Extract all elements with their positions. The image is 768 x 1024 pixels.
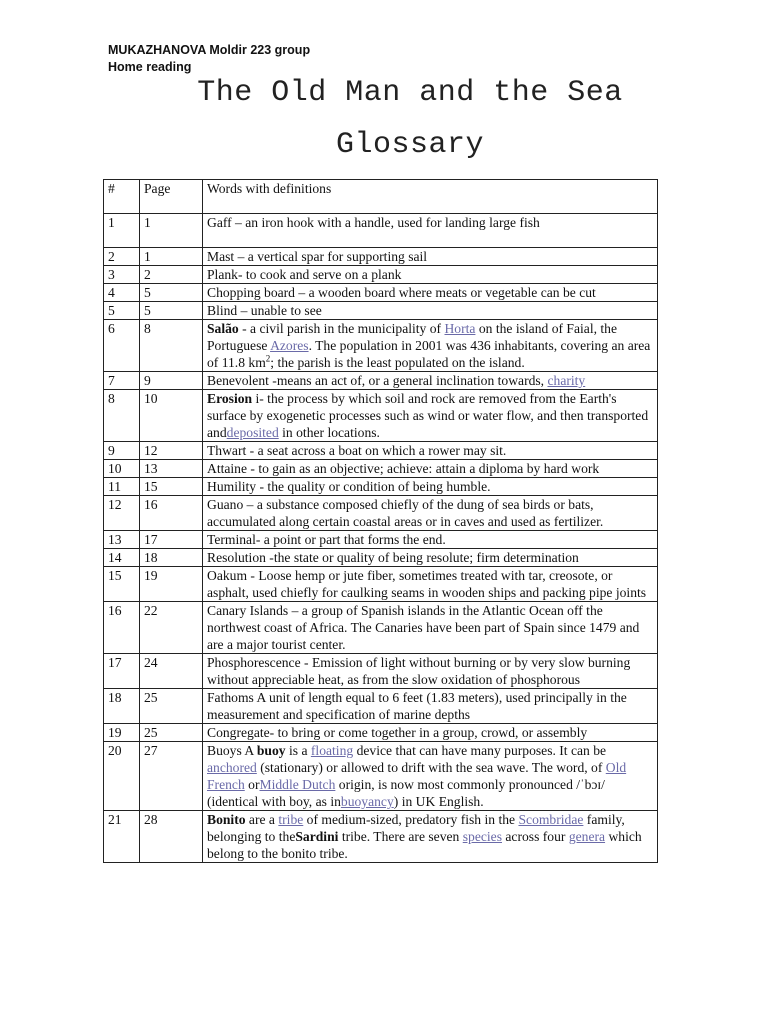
row-page: 15 <box>140 478 203 496</box>
definition-text: Terminal- a point or part that forms the end. <box>207 532 446 547</box>
row-definition <box>203 742 658 811</box>
hyperlink[interactable]: Azores <box>270 338 309 353</box>
document-title: The Old Man and the Sea <box>197 76 623 110</box>
column-header-page: Page <box>140 180 203 214</box>
table-row <box>104 811 658 863</box>
definition-text: i- the process by which soil and rock are removed from the Earth's surface by exogenetic processes such as wind or water flow, and then transported and <box>207 391 649 440</box>
row-definition <box>203 689 658 724</box>
row-definition <box>203 724 658 742</box>
hyperlink[interactable]: species <box>462 829 502 844</box>
definition-text: Gaff – an iron hook with a handle, used for landing large fish <box>207 215 540 230</box>
table-row <box>104 742 658 811</box>
column-header-number: # <box>104 180 140 214</box>
row-page: 19 <box>140 567 203 602</box>
table-row <box>104 284 658 302</box>
table-body <box>104 214 658 863</box>
table-row <box>104 654 658 689</box>
row-number: 4 <box>104 284 140 302</box>
definition-text: Mast – a vertical spar for supporting sail <box>207 249 428 264</box>
row-definition <box>203 460 658 478</box>
row-page: 2 <box>140 266 203 284</box>
row-page: 25 <box>140 724 203 742</box>
hyperlink[interactable]: anchored <box>207 760 257 775</box>
row-number: 15 <box>104 567 140 602</box>
definition-text: Thwart - a seat across a boat on which a rower may sit. <box>207 443 507 458</box>
hyperlink[interactable]: buoyancy <box>340 794 394 809</box>
row-definition <box>203 214 658 248</box>
row-number: 7 <box>104 372 140 390</box>
table-row <box>104 496 658 531</box>
row-number: 14 <box>104 549 140 567</box>
row-number: 1 <box>104 214 140 248</box>
definition-text: . The population in 2001 was 436 inhabitants, covering an area of 11.8 km <box>207 338 651 370</box>
row-definition <box>203 811 658 863</box>
row-page: 24 <box>140 654 203 689</box>
bold-term: Salão <box>207 321 239 336</box>
row-number: 12 <box>104 496 140 531</box>
definition-text: Plank- to cook and serve on a plank <box>207 267 402 282</box>
row-page: 9 <box>140 372 203 390</box>
row-definition <box>203 602 658 654</box>
row-definition <box>203 496 658 531</box>
table-row <box>104 478 658 496</box>
row-definition <box>203 266 658 284</box>
hyperlink[interactable]: Middle Dutch <box>259 777 336 792</box>
definition-text: Congregate- to bring or come together in a group, crowd, or assembly <box>207 725 588 740</box>
row-number: 8 <box>104 390 140 442</box>
definition-text: Canary Islands – a group of Spanish islands in the Atlantic Ocean off the northwest coast of Africa. The Canaries have been part of Spain since 1479 and are a major tourist center. <box>207 603 640 652</box>
row-number: 10 <box>104 460 140 478</box>
row-page: 1 <box>140 248 203 266</box>
row-page: 10 <box>140 390 203 442</box>
definition-text: family, belonging to the <box>207 812 625 844</box>
hyperlink[interactable]: Old French <box>207 760 627 792</box>
table-row <box>104 602 658 654</box>
author-line: MUKAZHANOVA Moldir 223 group <box>108 43 311 57</box>
row-page: 18 <box>140 549 203 567</box>
column-header-definition: Words with definitions <box>203 180 658 214</box>
definition-text: ; the parish is the least populated on the island. <box>270 355 525 370</box>
row-page: 12 <box>140 442 203 460</box>
table-row <box>104 302 658 320</box>
hyperlink[interactable]: Horta <box>444 321 476 336</box>
definition-text: Attaine - to gain as an objective; achieve: attain a diploma by hard work <box>207 461 600 476</box>
row-number: 11 <box>104 478 140 496</box>
row-page: 22 <box>140 602 203 654</box>
row-definition <box>203 284 658 302</box>
table-row <box>104 372 658 390</box>
table-row <box>104 689 658 724</box>
row-number: 3 <box>104 266 140 284</box>
row-definition <box>203 390 658 442</box>
hyperlink[interactable]: deposited <box>226 425 279 440</box>
definition-text: on the island of Faial, the Portuguese <box>207 321 618 353</box>
definition-text: of medium-sized, predatory fish in the <box>303 812 519 827</box>
table-row <box>104 266 658 284</box>
definition-text: Buoys A <box>207 743 257 758</box>
row-page: 28 <box>140 811 203 863</box>
row-page: 5 <box>140 302 203 320</box>
row-definition <box>203 320 658 372</box>
definition-text: are a <box>245 812 279 827</box>
definition-text: tribe. There are seven <box>338 829 463 844</box>
row-definition <box>203 549 658 567</box>
definition-text: (stationary) or allowed to drift with the sea wave. The word, of <box>256 760 606 775</box>
hyperlink[interactable]: tribe <box>278 812 304 827</box>
definition-text: which belong to the bonito tribe. <box>207 829 642 861</box>
table-row <box>104 460 658 478</box>
hyperlink[interactable]: Scombridae <box>518 812 584 827</box>
definition-text: Blind – unable to see <box>207 303 322 318</box>
row-number: 9 <box>104 442 140 460</box>
row-number: 17 <box>104 654 140 689</box>
superscript: 2 <box>265 353 271 364</box>
definition-text: - a civil parish in the municipality of <box>238 321 445 336</box>
row-page: 25 <box>140 689 203 724</box>
table-row <box>104 567 658 602</box>
bold-term: Sardini <box>295 829 339 844</box>
table-row <box>104 531 658 549</box>
row-page: 13 <box>140 460 203 478</box>
row-definition <box>203 302 658 320</box>
definition-text: Chopping board – a wooden board where meats or vegetable can be cut <box>207 285 596 300</box>
glossary-heading: Glossary <box>335 128 485 162</box>
definition-text: Guano – a substance composed chiefly of the dung of sea birds or bats, accumulated along certain coastal areas or in caves and used as fertilizer. <box>207 497 604 529</box>
row-definition <box>203 478 658 496</box>
table-row <box>104 214 658 248</box>
bold-term: Erosion <box>207 391 253 406</box>
row-page: 16 <box>140 496 203 531</box>
row-page: 5 <box>140 284 203 302</box>
assignment-label: Home reading <box>108 60 192 74</box>
bold-term: Bonito <box>207 812 246 827</box>
row-number: 6 <box>104 320 140 372</box>
definition-text: across four <box>502 829 569 844</box>
table-row <box>104 390 658 442</box>
definition-text: Phosphorescence - Emission of light without burning or by very slow burning without appreciable heat, as from the slow oxidation of phosphorous <box>207 655 631 687</box>
table-row <box>104 248 658 266</box>
definition-text: in other locations. <box>278 425 380 440</box>
row-page: 27 <box>140 742 203 811</box>
definition-text: Resolution -the state or quality of being resolute; firm determination <box>207 550 579 565</box>
definition-text: ) in UK English. <box>393 794 484 809</box>
row-definition <box>203 442 658 460</box>
table-row <box>104 320 658 372</box>
row-page: 17 <box>140 531 203 549</box>
hyperlink[interactable]: floating <box>310 743 354 758</box>
table-row <box>104 724 658 742</box>
row-page: 1 <box>140 214 203 248</box>
definition-text: Fathoms A unit of length equal to 6 feet (1.83 meters), used principally in the measurement and specification of marine depths <box>207 690 627 722</box>
hyperlink[interactable]: charity <box>547 373 586 388</box>
definition-text: Oakum - Loose hemp or jute fiber, sometimes treated with tar, creosote, or asphalt, used chiefly for caulking seams in wooden ships and packing pipe joints <box>207 568 647 600</box>
glossary-table <box>103 179 658 863</box>
definition-text: Humility - the quality or condition of being humble. <box>207 479 491 494</box>
table-row <box>104 442 658 460</box>
row-page: 8 <box>140 320 203 372</box>
row-definition <box>203 372 658 390</box>
row-definition <box>203 654 658 689</box>
row-number: 13 <box>104 531 140 549</box>
row-number: 16 <box>104 602 140 654</box>
row-number: 5 <box>104 302 140 320</box>
row-number: 19 <box>104 724 140 742</box>
row-definition <box>203 248 658 266</box>
definition-text: is a <box>285 743 311 758</box>
hyperlink[interactable]: genera <box>568 829 606 844</box>
row-number: 2 <box>104 248 140 266</box>
row-number: 18 <box>104 689 140 724</box>
bold-term: buoy <box>256 743 286 758</box>
row-definition <box>203 531 658 549</box>
definition-text: origin, is now most commonly pronounced /ˈbɔɪ/ (identical with boy, as in <box>207 777 605 809</box>
table-row <box>104 549 658 567</box>
definition-text: device that can have many purposes. It can be <box>353 743 607 758</box>
row-definition <box>203 567 658 602</box>
definition-text: Benevolent -means an act of, or a general inclination towards, <box>207 373 548 388</box>
row-number: 20 <box>104 742 140 811</box>
row-number: 21 <box>104 811 140 863</box>
definition-text: or <box>244 777 260 792</box>
table-header-row <box>104 180 658 214</box>
